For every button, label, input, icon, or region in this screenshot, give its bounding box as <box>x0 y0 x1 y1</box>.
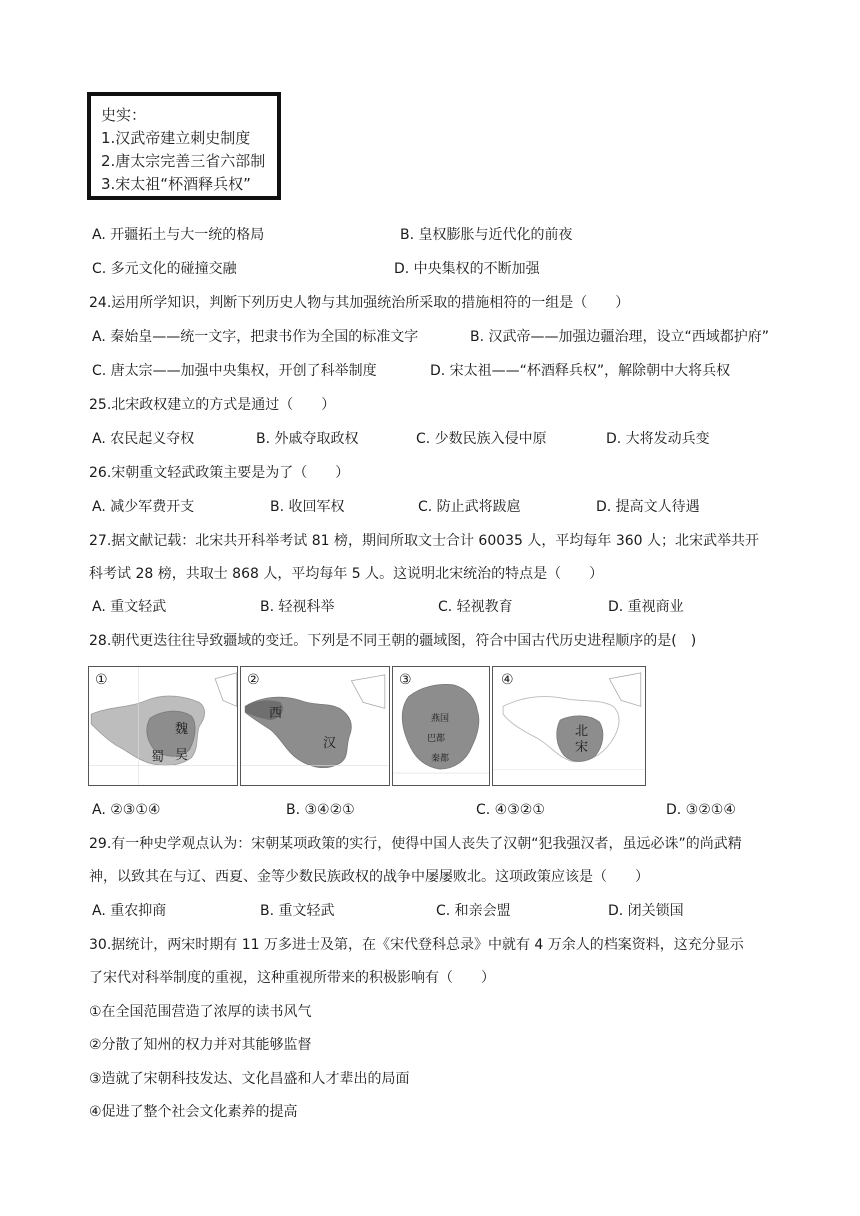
map-number: ③ <box>399 672 412 688</box>
q29-stem-line-2: 神，以致其在与辽、西夏、金等少数民族政权的战争中屡屡败北。这项政策应该是（ ） <box>89 869 649 885</box>
q25-option-a: A. 农民起义夺权 <box>92 431 195 447</box>
map-label: 吴 <box>175 748 189 763</box>
q24-stem: 24.运用所学知识，判断下列历史人物与其加强统治所采取的措施相符的一组是（ ） <box>89 295 630 311</box>
q30-statement-3: ③造就了宋朝科技发达、文化昌盛和人才辈出的局面 <box>89 1071 410 1087</box>
fact-item: 2.唐太宗完善三省六部制 <box>101 152 266 170</box>
q27-option-c: C. 轻视教育 <box>438 599 513 615</box>
q25-option-c: C. 少数民族入侵中原 <box>416 431 547 447</box>
map-label: 巴都 <box>427 734 446 744</box>
q27-option-d: D. 重视商业 <box>608 599 684 615</box>
q25-stem: 25.北宋政权建立的方式是通过（ ） <box>89 397 336 413</box>
map-western-han <box>240 666 390 786</box>
q30-stem-line-2: 了宋代对科举制度的重视，这种重视所带来的积极影响有（ ） <box>89 970 495 986</box>
q26-option-c: C. 防止武将跋扈 <box>418 499 521 515</box>
map-label: 汉 <box>323 736 337 751</box>
q26-stem: 26.宋朝重文轻武政策主要是为了（ ） <box>89 465 350 481</box>
map-label: 宋 <box>575 740 589 755</box>
q28-stem: 28.朝代更迭往往导致疆域的变迁。下列是不同王朝的疆域图，符合中国古代历史进程顺序的是( ) <box>89 633 697 649</box>
q29-option-b: B. 重文轻武 <box>260 903 335 919</box>
q24-option-c: C. 唐太宗——加强中央集权，开创了科举制度 <box>92 363 377 379</box>
q25-option-d: D. 大将发动兵变 <box>606 431 710 447</box>
fact-item: 1.汉武帝建立刺史制度 <box>101 129 251 147</box>
map-qin <box>392 666 490 786</box>
map-4-drawing <box>493 667 645 785</box>
map-label: 秦都 <box>431 754 450 764</box>
q25-option-b: B. 外戚夺取政权 <box>256 431 359 447</box>
map-2-drawing <box>241 667 389 785</box>
q24-option-a: A. 秦始皇——统一文字，把隶书作为全国的标准文字 <box>92 329 419 345</box>
map-label: 蜀 <box>151 750 165 765</box>
q28-option-a: A. ②③①④ <box>92 802 161 818</box>
territory-maps <box>88 666 648 786</box>
q23-option-c: C. 多元文化的碰撞交融 <box>92 261 237 277</box>
historical-facts-box <box>87 92 281 200</box>
q26-option-a: A. 减少军费开支 <box>92 499 195 515</box>
q28-option-d: D. ③②①④ <box>666 802 736 818</box>
q28-option-c: C. ④③②① <box>476 802 545 818</box>
q30-statement-4: ④促进了整个社会文化素养的提高 <box>89 1104 298 1120</box>
q27-stem-line-2: 科考试 28 榜，共取士 868 人，平均每年 5 人。这说明北宋统治的特点是（ ） <box>89 566 604 582</box>
q23-option-d: D. 中央集权的不断加强 <box>394 261 540 277</box>
q23-option-b: B. 皇权膨胀与近代化的前夜 <box>400 227 573 243</box>
map-number: ④ <box>501 672 514 688</box>
q29-option-d: D. 闭关锁国 <box>608 903 684 919</box>
q26-option-b: B. 收回军权 <box>270 499 345 515</box>
map-label: 北 <box>575 724 589 739</box>
facts-title: 史实： <box>101 106 147 124</box>
q30-stem-line-1: 30.据统计，两宋时期有 11 万多进士及第，在《宋代登科总录》中就有 4 万余人的档案资料，这充分显示 <box>89 937 744 953</box>
q24-option-b: B. 汉武帝——加强边疆治理，设立“西域都护府” <box>470 329 770 345</box>
q23-option-a: A. 开疆拓土与大一统的格局 <box>92 227 265 243</box>
q29-option-a: A. 重农抑商 <box>92 903 167 919</box>
q30-statement-2: ②分散了知州的权力并对其能够监督 <box>89 1037 312 1053</box>
q26-option-d: D. 提高文人待遇 <box>596 499 700 515</box>
q30-statement-1: ①在全国范围营造了浓厚的读书风气 <box>89 1004 312 1020</box>
map-1-drawing <box>89 667 237 785</box>
map-label: 魏 <box>175 722 189 737</box>
map-label: 西 <box>269 706 283 721</box>
map-northern-song <box>492 666 646 786</box>
map-number: ① <box>95 672 108 688</box>
q27-option-b: B. 轻视科举 <box>260 599 335 615</box>
q29-option-c: C. 和亲会盟 <box>436 903 511 919</box>
q29-stem-line-1: 29.有一种史学观点认为：宋朝某项政策的实行，使得中国人丧失了汉朝“犯我强汉者，虽远必诛”的尚武精 <box>89 836 742 852</box>
q27-stem-line-1: 27.据文献记载：北宋共开科举考试 81 榜，期间所取文士合计 60035 人，平均每年 360 人；北宋武举共开 <box>89 533 760 549</box>
map-label: 燕国 <box>431 714 450 724</box>
q28-option-b: B. ③④②① <box>286 802 355 818</box>
map-three-kingdoms <box>88 666 238 786</box>
fact-item: 3.宋太祖“杯酒释兵权” <box>101 175 251 193</box>
map-number: ② <box>247 672 260 688</box>
q24-option-d: D. 宋太祖——“杯酒释兵权”，解除朝中大将兵权 <box>430 363 731 379</box>
q27-option-a: A. 重文轻武 <box>92 599 167 615</box>
